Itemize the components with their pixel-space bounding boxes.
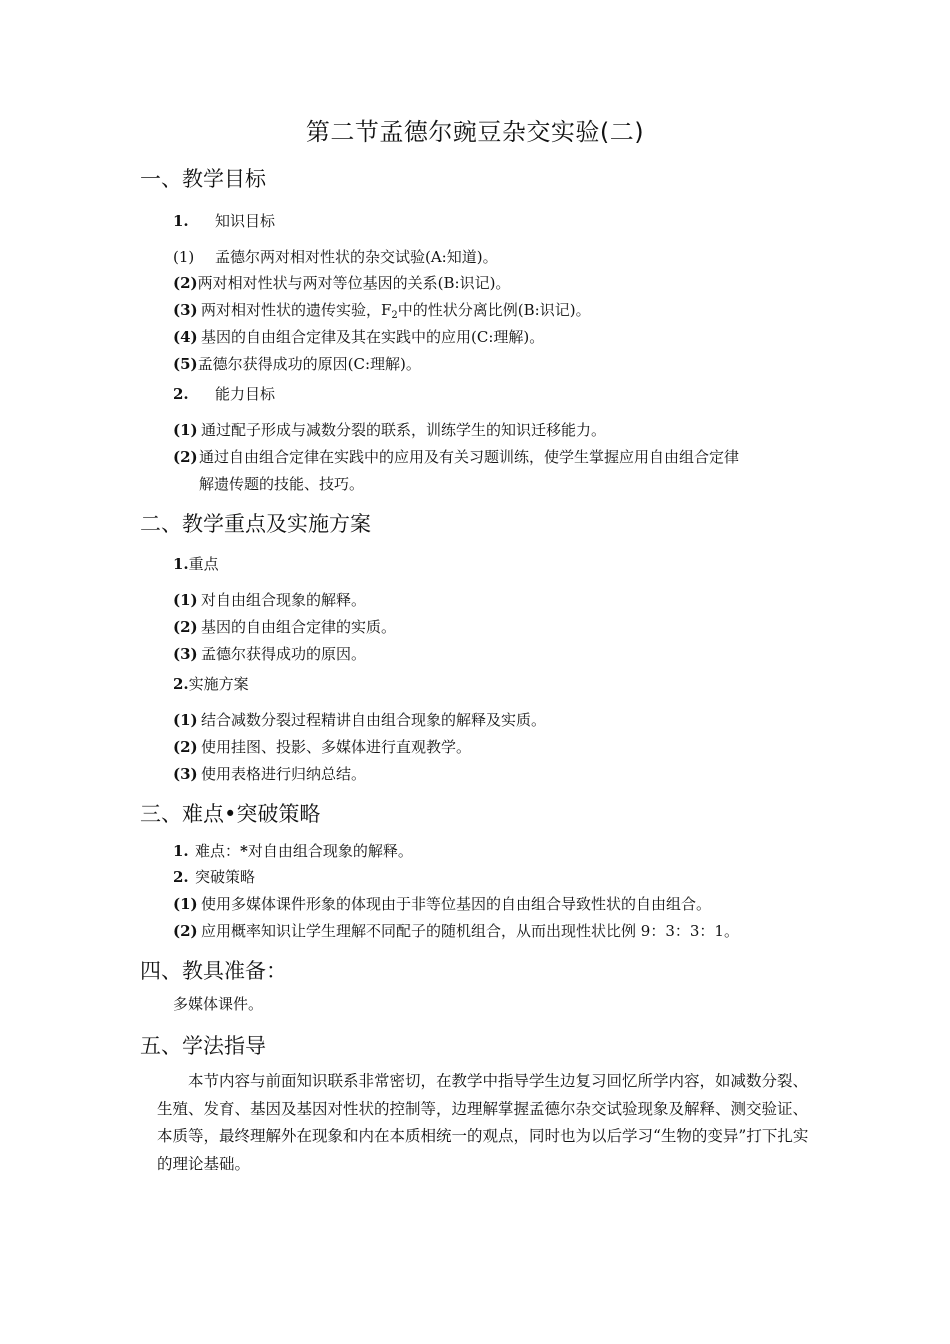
- item-text: 中的性状分离比例(B:识记)。: [397, 301, 591, 319]
- item-text: 通过配子形成与减数分裂的联系，训练学生的知识迁移能力。: [201, 421, 607, 439]
- item-text: 使用挂图、投影、多媒体进行直观教学。: [201, 738, 472, 756]
- subscript: 2: [391, 310, 398, 321]
- item-text: 对自由组合现象的解释。: [201, 591, 367, 609]
- item-number: (4): [173, 328, 198, 346]
- item-number: 1.: [173, 842, 189, 860]
- item-label: 突破策略: [195, 868, 256, 886]
- section-heading-study-guide: 五、学法指导: [140, 1034, 266, 1058]
- item-text: 应用概率知识让学生理解不同配子的随机组合，从而出现性状比例 9：3：3：1。: [201, 922, 739, 940]
- difficulty-line: [173, 840, 413, 861]
- item-number: (2): [173, 448, 198, 466]
- key-points-heading: [173, 553, 219, 574]
- item-text: 使用表格进行归纳总结。: [201, 765, 367, 783]
- item-number: (1): [173, 711, 198, 729]
- asterisk-mark: *: [240, 842, 248, 860]
- list-item: [173, 616, 396, 637]
- item-text: 对自由组合现象的解释。: [247, 842, 413, 860]
- item-text: 通过自由组合定律在实践中的应用及有关习题训练，使学生掌握应用自由组合定律: [199, 448, 740, 466]
- item-number: (3): [173, 765, 198, 783]
- item-number: (1): [173, 421, 198, 439]
- item-number: 1.: [173, 212, 189, 230]
- list-item: [173, 643, 366, 664]
- ability-goal-heading: [173, 383, 275, 404]
- study-guide-paragraph: 本节内容与前面知识联系非常密切，在教学中指导学生边复习回忆所学内容，如减数分裂、生殖、发育、基因及基因对性状的控制等，边理解掌握孟德尔杂交试验现象及解释、测交验证、本质等，最终理解外在现象和内在本质相统一的观点，同时也为以后学习“生物的变异”打下扎实的理论基础。: [157, 1072, 809, 1173]
- list-item: [173, 246, 498, 267]
- item-number: (2): [173, 922, 198, 940]
- item-text: 结合减数分裂过程精讲自由组合现象的解释及实质。: [201, 711, 547, 729]
- strategy-heading: [173, 866, 255, 887]
- item-label: 知识目标: [215, 212, 276, 230]
- list-item-continuation: 解遗传题的技能、技巧。: [199, 475, 365, 493]
- list-item: [173, 893, 711, 914]
- item-text: 基因的自由组合定律的实质。: [201, 618, 397, 636]
- item-number: 2.: [173, 868, 189, 886]
- item-number: (3): [173, 645, 198, 663]
- item-text: 两对相对性状与两对等位基因的关系(B:识记)。: [197, 274, 511, 292]
- item-text: 孟德尔获得成功的原因(C:理解)。: [197, 355, 421, 373]
- list-item: [173, 272, 510, 293]
- list-item: [173, 419, 606, 440]
- item-number: (2): [173, 738, 198, 756]
- list-item: [173, 920, 739, 941]
- item-number: 2.: [173, 385, 189, 403]
- item-text: 孟德尔获得成功的原因。: [201, 645, 367, 663]
- list-item: [173, 326, 544, 347]
- item-label: 能力目标: [215, 385, 276, 403]
- section-heading-difficulties: 三、难点•突破策略: [140, 802, 321, 826]
- list-item: [173, 589, 366, 610]
- item-number: (1): [173, 248, 195, 266]
- section-heading-key-points: 二、教学重点及实施方案: [140, 512, 371, 536]
- item-number: (2): [173, 618, 198, 636]
- item-number: (1): [173, 591, 198, 609]
- item-number: 1.: [173, 555, 189, 573]
- plan-heading: [173, 673, 249, 694]
- list-item: [173, 353, 421, 374]
- item-label: 难点：: [195, 842, 241, 860]
- item-text: 基因的自由组合定律及其在实践中的应用(C:理解)。: [201, 328, 545, 346]
- list-item: [173, 709, 546, 730]
- list-item: [173, 446, 739, 467]
- document-title: 第二节孟德尔豌豆杂交实验(二): [305, 118, 645, 146]
- list-item: [173, 299, 591, 321]
- knowledge-goal-heading: [173, 210, 275, 231]
- item-text: 使用多媒体课件形象的体现由于非等位基因的自由组合导致性状的自由组合。: [201, 895, 712, 913]
- item-number: (1): [173, 895, 198, 913]
- item-number: (2): [173, 274, 198, 292]
- item-text: 孟德尔两对相对性状的杂交试验(A:知道)。: [215, 248, 498, 266]
- item-number: 2.: [173, 675, 189, 693]
- item-number: (5): [173, 355, 198, 373]
- section-heading-objectives: 一、教学目标: [140, 167, 266, 191]
- item-number: (3): [173, 301, 198, 319]
- list-item: [173, 736, 471, 757]
- item-label: 实施方案: [188, 675, 249, 693]
- teaching-aids-text: 多媒体课件。: [173, 995, 264, 1013]
- section-heading-teaching-aids: 四、教具准备：: [140, 959, 287, 983]
- item-label: 重点: [188, 555, 219, 573]
- item-text: 两对相对性状的遗传实验，F: [201, 301, 392, 319]
- list-item: [173, 763, 366, 784]
